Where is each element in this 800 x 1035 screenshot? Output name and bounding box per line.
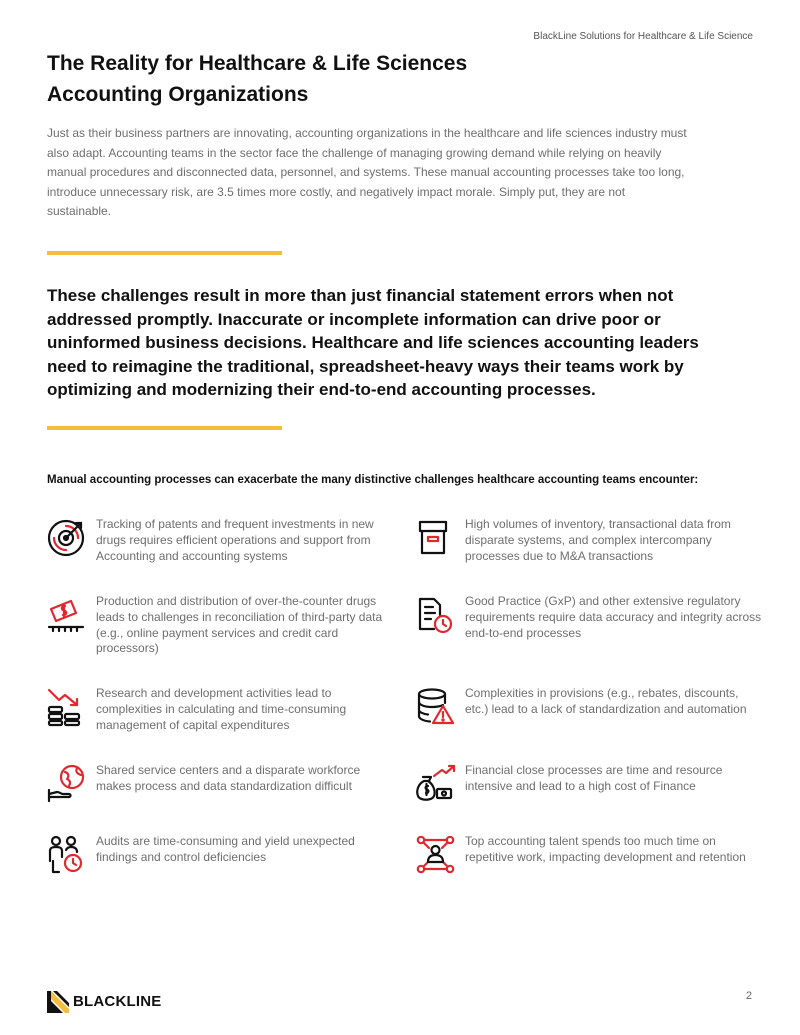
blackline-logo-mark (47, 989, 69, 1013)
challenges-intro: Manual accounting processes can exacerbate the many distinctive challenges healthcare accounting teams encounter: (47, 474, 699, 486)
challenge-item (47, 517, 386, 564)
challenge-item (416, 834, 765, 875)
page-title-line-2: Accounting Organizations (47, 83, 309, 106)
challenge-item (47, 763, 386, 804)
challenge-item (416, 594, 765, 641)
challenge-text: Good Practice (GxP) and other extensive regulatory requirements require data accuracy and integrity across end-to-end processes (465, 594, 762, 640)
challenge-text: Tracking of patents and frequent investments in new drugs requires efficient operations and support from Accounting and accounting systems (96, 517, 374, 563)
challenge-text: Production and distribution of over-the-counter drugs leads to challenges in reconciliation of third-party data (e.g., online payment services and credit card processors) (96, 594, 383, 656)
intro-paragraph: Just as their business partners are innovating, accounting organizations in the healthcare and life sciences industry must also adapt. Accounting teams in the sector face the challenge of managing growing demand while relying on heavily manual procedures and disconnected data, personnel, and systems. These manual accounting processes take too long, introduce unnecessary risk, are 3.5 times more costly, and negatively impact morale. Simply put, they are not sustainable. (47, 126, 687, 218)
accent-divider-bottom (47, 426, 282, 430)
page-title-line-1: The Reality for Healthcare & Life Sciences (47, 52, 468, 75)
challenge-item (47, 686, 386, 733)
money-bag-growth-icon (416, 764, 456, 804)
challenge-text: Complexities in provisions (e.g., rebates, discounts, etc.) lead to a lack of standardization and automation (465, 686, 747, 716)
page-number: 2 (745, 990, 752, 1002)
globe-hand-icon (47, 764, 87, 804)
challenge-item (416, 686, 765, 727)
declining-money-icon (47, 687, 87, 727)
target-icon (47, 518, 87, 558)
challenge-text: Research and development activities lead to complexities in calculating and time-consuming management of capital expenditures (96, 686, 347, 732)
database-warning-icon (416, 687, 456, 727)
challenge-item (47, 594, 386, 657)
challenge-text: Financial close processes are time and resource intensive and lead to a high cost of Finance (465, 763, 723, 793)
document-clock-icon (416, 595, 456, 635)
accent-divider-top (47, 251, 282, 255)
inventory-box-icon (416, 518, 456, 558)
challenge-item (416, 517, 765, 564)
blackline-logo (47, 989, 161, 1013)
challenge-text: Audits are time-consuming and yield unexpected findings and control deficiencies (96, 834, 355, 864)
challenge-text: Top accounting talent spends too much time on repetitive work, impacting development and retention (465, 834, 746, 864)
challenge-item (47, 834, 386, 875)
running-header: BlackLine Solutions for Healthcare & Life Science (533, 31, 753, 42)
callout-statement: These challenges result in more than just financial statement errors when not addressed promptly. Inaccurate or incomplete information can drive poor or uninformed business decisions. Healthcare and life sciences accounting leaders need to reimagine the traditional, spreadsheet-heavy ways their teams work by optimizing and modernizing their end-to-end accounting processes. (47, 286, 699, 399)
challenge-item (416, 763, 765, 804)
brand-name: BLACKLINE (73, 992, 162, 1010)
people-clock-icon (47, 835, 87, 875)
challenge-text: High volumes of inventory, transactional data from disparate systems, and complex intercompany processes due to M&A transactions (465, 517, 731, 563)
cash-payment-icon (47, 595, 87, 635)
page-title (47, 48, 567, 110)
network-person-icon (416, 835, 456, 875)
challenge-text: Shared service centers and a disparate workforce makes process and data standardization difficult (96, 763, 361, 793)
